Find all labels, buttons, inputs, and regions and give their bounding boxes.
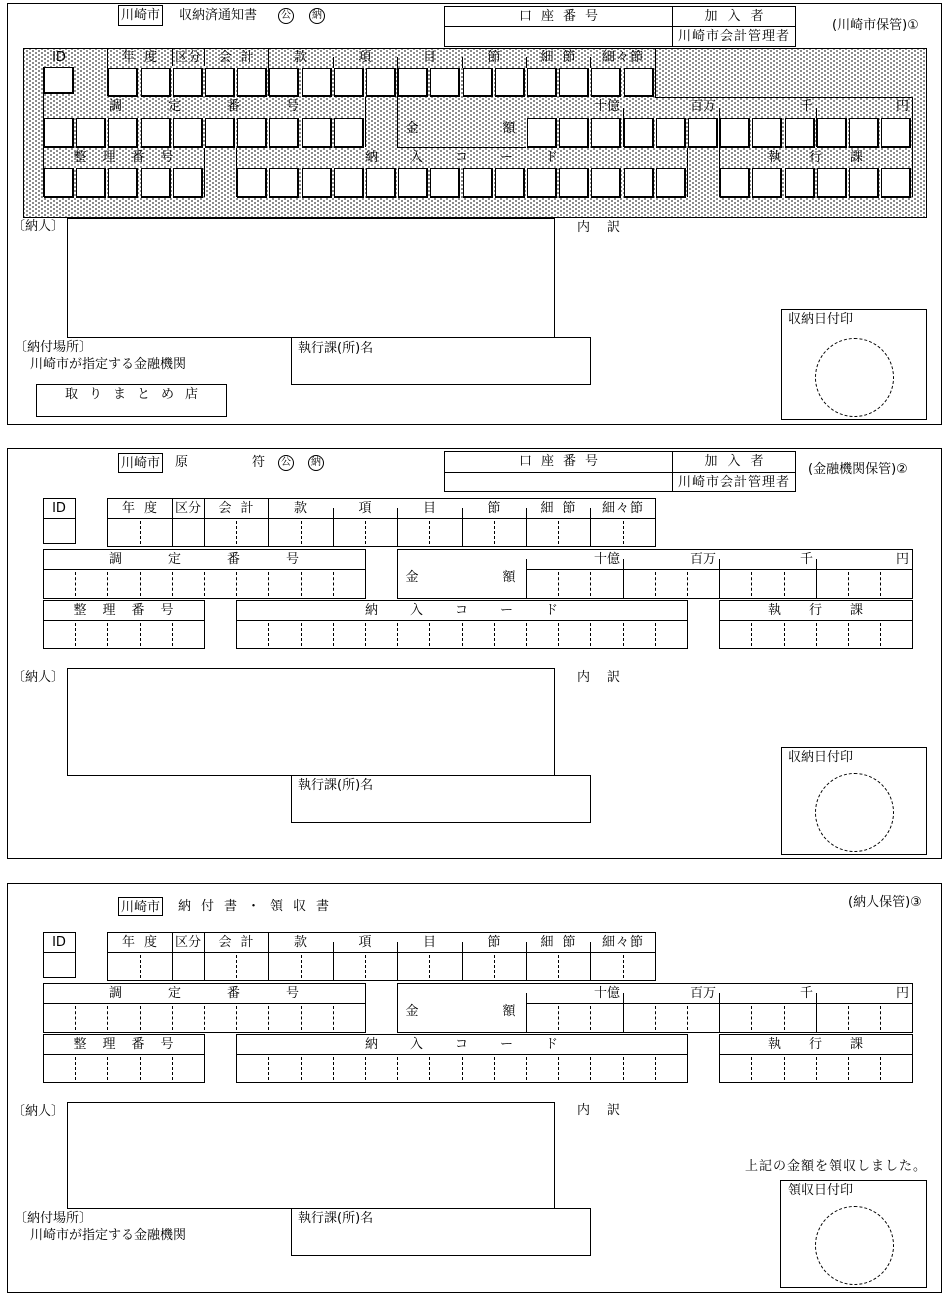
account-table	[444, 451, 796, 492]
grid-line	[397, 147, 526, 148]
grid-dashed-line	[558, 623, 559, 646]
entry-cell	[527, 118, 557, 148]
label-payment-code: 納入コード	[364, 1037, 590, 1052]
label-kan: 款	[293, 501, 307, 516]
grid-dashed-line	[204, 572, 205, 596]
collecting-branch-label: 取りまとめ店	[64, 387, 209, 402]
entry-cell	[495, 68, 525, 97]
entry-cell	[656, 168, 686, 198]
entry-cell	[269, 118, 299, 148]
grid-dashed-line	[848, 572, 849, 596]
account-divider	[445, 26, 795, 27]
grid-dashed-line	[816, 1057, 817, 1080]
label-digit-unit: 千	[799, 986, 813, 1001]
label-id: ID	[52, 50, 66, 65]
grid-dashed-line	[107, 572, 108, 596]
grid-dashed-line	[494, 623, 495, 646]
label-amount-kin: 金	[405, 570, 419, 585]
label-amount-kin: 金	[405, 1004, 419, 1019]
grid-dashed-line	[526, 623, 527, 646]
grid-dashed-line	[558, 955, 559, 978]
grid-dashed-line	[784, 1006, 785, 1030]
grid-dashed-line	[236, 1006, 237, 1030]
grid-dashed-line	[751, 1057, 752, 1080]
label-saisetsu: 細節	[540, 935, 585, 950]
label-saisaisetsu: 細々節	[601, 935, 644, 950]
entry-cell	[302, 118, 332, 148]
dept-name-label: 執行課(所)名	[298, 778, 374, 793]
copy-note: (納人保管)③	[848, 895, 922, 910]
label-reference-number: 整理番号	[73, 603, 190, 618]
form-title: 納付書・領収書	[178, 899, 340, 914]
grid-dashed-line	[429, 955, 430, 978]
grid-line	[236, 1054, 687, 1055]
subscriber-name: 川崎市会計管理者	[677, 475, 790, 490]
label-id: ID	[52, 935, 66, 950]
grid-dashed-line	[333, 623, 334, 646]
label-kou: 項	[358, 501, 372, 516]
grid-dashed-line	[301, 623, 302, 646]
label-reference-number: 整理番号	[73, 1037, 190, 1052]
copy-note: (川崎市保管)①	[832, 18, 919, 33]
grid-dashed-line	[558, 572, 559, 596]
entry-cell	[141, 68, 171, 97]
grid-line	[204, 148, 205, 197]
grid-dashed-line	[429, 1057, 430, 1080]
entry-cell	[849, 118, 879, 148]
label-digit-unit: 十億	[593, 552, 620, 567]
grid-dashed-line	[236, 955, 237, 978]
grid-dashed-line	[462, 1057, 463, 1080]
grid-dashed-line	[655, 1057, 656, 1080]
label-amount-gaku: 額	[502, 570, 516, 585]
label-fiscal-year: 年度	[121, 501, 166, 516]
grid-dashed-line	[848, 1006, 849, 1030]
grid-dashed-line	[687, 572, 688, 596]
grid-dashed-line	[880, 1006, 881, 1030]
grid-line	[43, 518, 75, 519]
entry-cell	[141, 118, 171, 148]
grid-dashed-line	[397, 1057, 398, 1080]
label-setsu: 節	[487, 935, 501, 950]
grid-line	[719, 620, 912, 621]
entry-cell	[591, 118, 621, 148]
label-digit-unit: 千	[799, 99, 813, 114]
entry-cell	[108, 118, 138, 148]
label-saisetsu: 細節	[540, 50, 585, 65]
entry-cell	[849, 168, 879, 198]
entry-cell	[430, 168, 460, 198]
label-moku: 目	[422, 50, 436, 65]
grid-line	[912, 97, 913, 197]
entry-cell	[173, 68, 203, 97]
entry-cell	[817, 168, 847, 198]
entry-cell	[44, 67, 74, 94]
dept-name-label: 執行課(所)名	[298, 1211, 374, 1226]
grid-dashed-line	[655, 1006, 656, 1030]
breakdown-label: 内訳	[577, 220, 638, 235]
label-executing-dept: 執行課	[767, 603, 891, 618]
grid-line	[43, 952, 75, 953]
city-name-box: 川崎市	[118, 5, 163, 26]
subscriber-name: 川崎市会計管理者	[677, 29, 790, 44]
label-account: 会計	[218, 935, 263, 950]
entry-cell	[237, 118, 267, 148]
grid-dashed-line	[848, 623, 849, 646]
label-account: 会計	[218, 501, 263, 516]
grid-line	[365, 97, 366, 147]
payment-place-label: 〔納付場所〕	[14, 340, 93, 355]
circled-mark-public: 公	[278, 8, 294, 24]
grid-dashed-line	[655, 572, 656, 596]
label-amount-gaku: 額	[502, 121, 516, 136]
grid-dashed-line	[204, 1006, 205, 1030]
grid-dashed-line	[236, 572, 237, 596]
entry-cell	[302, 68, 332, 97]
grid-dashed-line	[590, 623, 591, 646]
grid-dashed-line	[751, 1006, 752, 1030]
grid-dashed-line	[558, 521, 559, 544]
grid-dashed-line	[848, 1057, 849, 1080]
grid-dashed-line	[429, 521, 430, 544]
entry-cell	[334, 118, 364, 148]
grid-line	[43, 1054, 204, 1055]
grid-dashed-line	[623, 1057, 624, 1080]
grid-dashed-line	[429, 623, 430, 646]
entry-cell	[881, 168, 911, 198]
grid-dashed-line	[75, 572, 76, 596]
entry-cell	[205, 68, 235, 97]
grid-dashed-line	[590, 1057, 591, 1080]
grid-dashed-line	[365, 955, 366, 978]
circled-mark-public: 公	[278, 455, 294, 471]
entry-cell	[785, 118, 815, 148]
grid-dashed-line	[816, 623, 817, 646]
grid-line	[43, 620, 204, 621]
entry-cell	[398, 68, 428, 97]
grid-line	[107, 952, 655, 953]
breakdown-label: 内訳	[577, 670, 638, 685]
label-fiscal-year: 年度	[121, 50, 166, 65]
entry-cell	[76, 168, 106, 198]
grid-dashed-line	[462, 623, 463, 646]
grid-dashed-line	[75, 1057, 76, 1080]
entry-cell	[108, 168, 138, 198]
grid-dashed-line	[590, 572, 591, 596]
grid-dashed-line	[333, 572, 334, 596]
entry-cell	[817, 118, 847, 148]
label-digit-unit: 百万	[689, 552, 716, 567]
entry-cell	[527, 68, 557, 97]
grid-dashed-line	[75, 1006, 76, 1030]
grid-line	[655, 48, 656, 97]
label-payment-code: 納入コード	[364, 150, 590, 165]
label-digit-unit: 十億	[593, 986, 620, 1001]
grid-dashed-line	[301, 1006, 302, 1030]
label-kou: 項	[358, 935, 372, 950]
grid-dashed-line	[301, 521, 302, 544]
label-kan: 款	[293, 935, 307, 950]
grid-dashed-line	[236, 521, 237, 544]
label-executing-dept: 執行課	[767, 150, 891, 165]
label-digit-unit: 円	[895, 986, 909, 1001]
label-executing-dept: 執行課	[767, 1037, 891, 1052]
entry-cell	[495, 168, 525, 198]
grid-dashed-line	[751, 572, 752, 596]
stamp-circle	[815, 1206, 894, 1285]
grid-dashed-line	[107, 1057, 108, 1080]
entry-cell	[302, 168, 332, 198]
payer-box	[67, 218, 555, 338]
entry-cell	[366, 68, 396, 97]
grid-dashed-line	[172, 1006, 173, 1030]
entry-cell	[559, 168, 589, 198]
label-reference-number: 整理番号	[73, 150, 190, 165]
payer-label: 〔納人〕	[12, 670, 65, 685]
breakdown-label: 内訳	[577, 1103, 638, 1118]
stamp-label: 収納日付印	[788, 312, 854, 327]
label-moku: 目	[422, 501, 436, 516]
label-saisaisetsu: 細々節	[601, 50, 644, 65]
entry-cell	[559, 118, 589, 148]
grid-dashed-line	[397, 623, 398, 646]
entry-cell	[173, 118, 203, 148]
city-name-box: 川崎市	[118, 453, 163, 473]
grid-dashed-line	[784, 623, 785, 646]
form-title: 収納済通知書	[179, 8, 258, 23]
account-number-header: 口座番号	[518, 9, 607, 24]
label-digit-unit: 百万	[689, 99, 716, 114]
grid-line	[107, 518, 655, 519]
grid-dashed-line	[494, 1057, 495, 1080]
label-account: 会計	[218, 50, 263, 65]
grid-dashed-line	[751, 623, 752, 646]
grid-dashed-line	[301, 955, 302, 978]
grid-dashed-line	[623, 521, 624, 544]
grid-dashed-line	[268, 572, 269, 596]
stamp-label: 収納日付印	[788, 750, 854, 765]
grid-dashed-line	[107, 623, 108, 646]
grid-line	[236, 620, 687, 621]
grid-dashed-line	[494, 521, 495, 544]
entry-cell	[785, 168, 815, 198]
grid-line	[43, 569, 365, 570]
entry-cell	[76, 118, 106, 148]
entry-cell	[624, 168, 654, 198]
stamp-circle	[815, 773, 894, 852]
label-digit-unit: 円	[895, 552, 909, 567]
grid-dashed-line	[494, 955, 495, 978]
entry-cell	[688, 118, 718, 148]
entry-cell	[463, 168, 493, 198]
label-digit-unit: 百万	[689, 986, 716, 1001]
grid-dashed-line	[784, 572, 785, 596]
grid-line	[43, 1003, 365, 1004]
subscriber-header: 加入者	[704, 454, 774, 469]
grid-dashed-line	[268, 623, 269, 646]
grid-line	[719, 1054, 912, 1055]
label-id: ID	[52, 501, 66, 516]
form-title: 原符	[175, 455, 265, 470]
grid-dashed-line	[526, 1057, 527, 1080]
grid-dashed-line	[365, 623, 366, 646]
entry-cell	[334, 168, 364, 198]
label-setsu: 節	[487, 501, 501, 516]
payment-place-label: 〔納付場所〕	[14, 1211, 93, 1226]
entry-cell	[752, 168, 782, 198]
entry-cell	[237, 168, 267, 198]
entry-cell	[398, 168, 428, 198]
grid-dashed-line	[75, 623, 76, 646]
stamp-label: 領収日付印	[788, 1183, 854, 1198]
label-saisaisetsu: 細々節	[601, 501, 644, 516]
grid-dashed-line	[333, 1057, 334, 1080]
label-saisetsu: 細節	[540, 501, 585, 516]
label-kou: 項	[358, 50, 372, 65]
entry-cell	[205, 118, 235, 148]
entry-cell	[141, 168, 171, 198]
grid-dashed-line	[880, 572, 881, 596]
circled-mark-payment: 納	[308, 455, 324, 471]
entry-cell	[559, 68, 589, 97]
stamp-circle	[815, 338, 894, 417]
dept-name-label: 執行課(所)名	[298, 341, 374, 356]
entry-cell	[527, 168, 557, 198]
account-number-header: 口座番号	[518, 454, 607, 469]
entry-cell	[44, 168, 74, 198]
payer-label: 〔納人〕	[12, 219, 65, 234]
grid-dashed-line	[784, 1057, 785, 1080]
account-divider	[445, 472, 795, 473]
grid-dashed-line	[140, 1057, 141, 1080]
grid-dashed-line	[140, 572, 141, 596]
grid-dashed-line	[268, 1006, 269, 1030]
copy-note: (金融機関保管)②	[808, 462, 908, 477]
label-setsu: 節	[487, 50, 501, 65]
grid-dashed-line	[558, 1057, 559, 1080]
grid-dashed-line	[140, 521, 141, 544]
label-amount-gaku: 額	[502, 1004, 516, 1019]
grid-dashed-line	[140, 1006, 141, 1030]
grid-dashed-line	[140, 955, 141, 978]
entry-cell	[269, 168, 299, 198]
label-digit-unit: 千	[799, 552, 813, 567]
payer-box	[67, 668, 555, 776]
grid-dashed-line	[107, 1006, 108, 1030]
entry-cell	[720, 118, 750, 148]
entry-cell	[108, 68, 138, 97]
entry-cell	[44, 118, 74, 148]
receipt-statement: 上記の金額を領収しました。	[745, 1159, 928, 1174]
grid-dashed-line	[365, 1057, 366, 1080]
label-assessment-number: 調定番号	[108, 986, 345, 1001]
entry-cell	[591, 68, 621, 97]
label-assessment-number: 調定番号	[108, 99, 345, 114]
label-division: 区分	[174, 501, 201, 516]
label-amount-kin: 金	[405, 121, 419, 136]
grid-dashed-line	[590, 1006, 591, 1030]
entry-cell	[366, 168, 396, 198]
grid-dashed-line	[623, 955, 624, 978]
entry-cell	[720, 168, 750, 198]
label-division: 区分	[174, 50, 201, 65]
grid-line	[687, 148, 688, 197]
grid-dashed-line	[655, 623, 656, 646]
entry-cell	[269, 68, 299, 97]
entry-cell	[430, 68, 460, 97]
grid-dashed-line	[140, 623, 141, 646]
grid-dashed-line	[172, 572, 173, 596]
grid-dashed-line	[365, 521, 366, 544]
label-assessment-number: 調定番号	[108, 552, 345, 567]
entry-cell	[881, 118, 911, 148]
label-moku: 目	[422, 935, 436, 950]
grid-dashed-line	[880, 623, 881, 646]
label-payment-code: 納入コード	[364, 603, 590, 618]
circled-mark-payment: 納	[309, 8, 325, 24]
label-division: 区分	[174, 935, 201, 950]
entry-cell	[624, 118, 654, 148]
payment-place-value: 川崎市が指定する金融機関	[30, 1228, 187, 1243]
entry-cell	[656, 118, 686, 148]
label-fiscal-year: 年度	[121, 935, 166, 950]
payment-place-value: 川崎市が指定する金融機関	[30, 357, 187, 372]
grid-dashed-line	[558, 1006, 559, 1030]
grid-dashed-line	[301, 572, 302, 596]
grid-dashed-line	[623, 623, 624, 646]
entry-cell	[463, 68, 493, 97]
subscriber-header: 加入者	[704, 9, 774, 24]
grid-dashed-line	[172, 1057, 173, 1080]
label-digit-unit: 円	[895, 99, 909, 114]
entry-cell	[752, 118, 782, 148]
account-table	[444, 6, 796, 47]
grid-line	[655, 97, 912, 98]
entry-cell	[237, 68, 267, 97]
payer-box	[67, 1102, 555, 1209]
payer-label: 〔納人〕	[12, 1104, 65, 1119]
label-digit-unit: 十億	[593, 99, 620, 114]
grid-dashed-line	[333, 1006, 334, 1030]
entry-cell	[624, 68, 654, 97]
grid-dashed-line	[301, 1057, 302, 1080]
entry-cell	[334, 68, 364, 97]
grid-dashed-line	[268, 1057, 269, 1080]
grid-dashed-line	[172, 623, 173, 646]
label-kan: 款	[293, 50, 307, 65]
grid-dashed-line	[880, 1057, 881, 1080]
city-name-box: 川崎市	[118, 897, 163, 916]
entry-cell	[173, 168, 203, 198]
entry-cell	[591, 168, 621, 198]
grid-dashed-line	[687, 1006, 688, 1030]
